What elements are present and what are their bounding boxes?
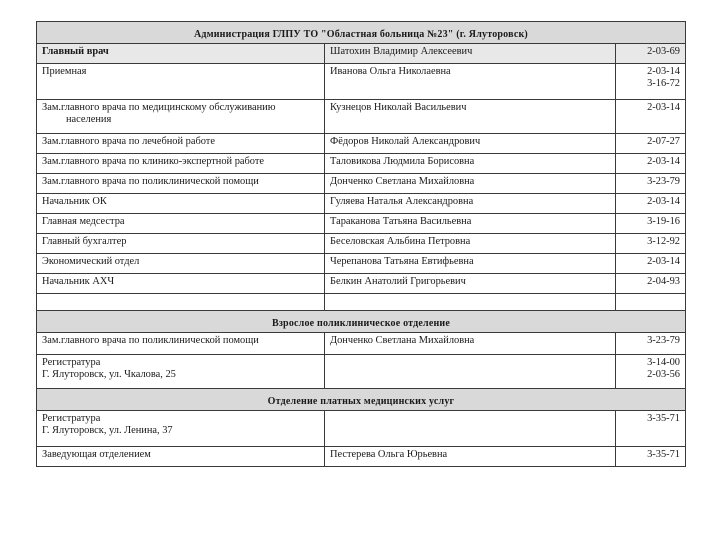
name-cell: Иванова Ольга Николаевна: [325, 64, 616, 100]
position-text: населения: [66, 114, 112, 125]
name-cell: Донченко Светлана Михайловна: [325, 174, 616, 194]
name-cell: Беселовская Альбина Петровна: [325, 234, 616, 254]
section-title-paid-services: Отделение платных медицинских услуг: [37, 389, 686, 411]
phone-cell: 2-03-69: [616, 44, 686, 64]
name-cell: Шатохин Владимир Алексеевич: [325, 44, 616, 64]
name-cell: [325, 355, 616, 389]
phone-cell: 3-35-71: [616, 447, 686, 467]
empty-row: [37, 294, 686, 311]
phone-number: 3-14-00: [647, 357, 680, 368]
name-cell: Гуляева Наталья Александровна: [325, 194, 616, 214]
position-cell: Зам.главного врача по клинико-экспертной работе: [37, 154, 325, 174]
phone-number: 3-16-72: [647, 78, 680, 89]
position-text: Регистратура: [42, 357, 101, 368]
phone-cell: [616, 64, 686, 100]
name-cell: Таловикова Людмила Борисовна: [325, 154, 616, 174]
phone-number: 2-03-56: [647, 369, 680, 380]
name-cell: Белкин Анатолий Григорьевич: [325, 274, 616, 294]
table-row: [37, 154, 686, 174]
name-cell: Пестерева Ольга Юрьевна: [325, 447, 616, 467]
position-cell: Заведующая отделением: [37, 447, 325, 467]
phone-cell: 2-03-14: [616, 154, 686, 174]
name-cell: Фёдоров Николай Александрович: [325, 134, 616, 154]
table-row: [37, 214, 686, 234]
table-row: [37, 194, 686, 214]
table-row: [37, 274, 686, 294]
position-cell: [37, 355, 325, 389]
table-row: [37, 411, 686, 447]
section-title-adult-polyclinic: Взрослое поликлиническое отделение: [37, 311, 686, 333]
phone-cell: 2-04-93: [616, 274, 686, 294]
position-cell: Зам.главного врача по поликлинической помощи: [37, 333, 325, 355]
position-cell: [37, 411, 325, 447]
position-cell: Зам.главного врача по лечебной работе: [37, 134, 325, 154]
name-cell: Черепанова Татьяна Евтифьевна: [325, 254, 616, 274]
position-cell: [37, 100, 325, 134]
table-row: [37, 44, 686, 64]
position-cell: Начальник ОК: [37, 194, 325, 214]
position-text: Регистратура: [42, 413, 101, 424]
phone-cell: 3-23-79: [616, 174, 686, 194]
table-row: [37, 254, 686, 274]
section-header-row: [37, 311, 686, 333]
phone-cell: 2-03-14: [616, 254, 686, 274]
phone-cell: 3-35-71: [616, 411, 686, 447]
table-row: [37, 234, 686, 254]
position-text: Зам.главного врача по медицинскому обслуживанию: [42, 102, 276, 113]
directory-table: [36, 21, 686, 467]
name-cell: Тараканова Татьяна Васильевна: [325, 214, 616, 234]
position-cell: Приемная: [37, 64, 325, 100]
table-row: [37, 174, 686, 194]
address-text: Г. Ялуторовск, ул. Ленина, 37: [42, 425, 173, 436]
empty-cell: [616, 294, 686, 311]
phone-number: 2-03-14: [647, 66, 680, 77]
position-cell: Главный врач: [37, 44, 325, 64]
phone-cell: 3-23-79: [616, 333, 686, 355]
phone-cell: 2-07-27: [616, 134, 686, 154]
name-cell: [325, 411, 616, 447]
table-header-row: [37, 22, 686, 44]
table-row: [37, 333, 686, 355]
phone-cell: 2-03-14: [616, 194, 686, 214]
table-title: Администрация ГЛПУ ТО "Областная больница №23" (г. Ялуторовск): [37, 22, 686, 44]
name-cell: Кузнецов Николай Васильевич: [325, 100, 616, 134]
phone-cell: [616, 355, 686, 389]
empty-cell: [325, 294, 616, 311]
phone-cell: 2-03-14: [616, 100, 686, 134]
phone-cell: 3-19-16: [616, 214, 686, 234]
section-header-row: [37, 389, 686, 411]
table-row: [37, 134, 686, 154]
phone-cell: 3-12-92: [616, 234, 686, 254]
address-text: Г. Ялуторовск, ул. Чкалова, 25: [42, 369, 176, 380]
position-cell: Экономический отдел: [37, 254, 325, 274]
position-cell: Зам.главного врача по поликлинической помощи: [37, 174, 325, 194]
table-row: [37, 447, 686, 467]
position-cell: Главная медсестра: [37, 214, 325, 234]
table-row: [37, 64, 686, 100]
name-cell: Донченко Светлана Михайловна: [325, 333, 616, 355]
position-cell: Главный бухгалтер: [37, 234, 325, 254]
empty-cell: [37, 294, 325, 311]
table-row: [37, 100, 686, 134]
table-row: [37, 355, 686, 389]
position-cell: Начальник АХЧ: [37, 274, 325, 294]
